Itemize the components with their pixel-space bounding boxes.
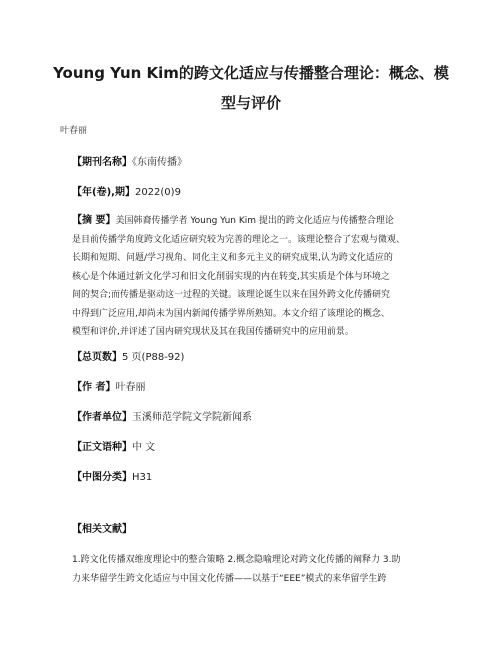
- year-issue-value: 2022(0)9: [134, 187, 181, 198]
- abstract-line: 长期和短期、问题/学习视角、同化主义和多元主义的研究成果,认为跨文化适应的: [72, 253, 393, 263]
- pages-label: 【总页数】: [72, 352, 122, 363]
- title-line-2: 型与评价: [220, 94, 281, 112]
- abstract-line: 间的契合;而传播是驱动这一过程的关键。该理论诞生以来在国外跨文化传播研究: [72, 290, 391, 300]
- language-value: 中 文: [132, 442, 156, 453]
- affiliation-value: 玉溪师范学院文学院新闻系: [132, 412, 252, 423]
- related-heading: [72, 520, 132, 535]
- journal-value: 《东南传播》: [132, 157, 187, 168]
- abstract-line: 核心是个体通过新文化学习和旧文化削弱实现的内在转变,其实质是个体与环境之: [72, 271, 390, 282]
- abstract-block: [72, 212, 405, 342]
- title-line-1: Young Yun Kim的跨文化适应与传播整合理论：概念、模: [53, 64, 449, 82]
- abstract-text: 美国韩裔传播学者 Young Yun Kim 提出的跨文化适应与传播整合理论: [115, 216, 394, 226]
- language-label: 【正文语种】: [72, 442, 132, 453]
- authors-value: 叶春丽: [115, 382, 146, 393]
- related-line: 1.跨文化传播双维度理论中的整合策略 2.概念隐喻理论对跨文化传播的阐释力 3.助: [72, 555, 401, 565]
- year-issue-label: 【年(卷),期】: [72, 187, 135, 198]
- affiliation-label: 【作者单位】: [72, 412, 132, 423]
- abstract-line: 模型和评价,并评述了国内研究现状及其在我国传播研究中的应用前景。: [72, 327, 354, 337]
- classification-label: 【中图分类】: [72, 472, 132, 483]
- affiliation-field: [72, 408, 252, 423]
- related-line: 力来华留学生跨文化适应与中国文化传播——以基于“EEE”模式的来华留学生跨: [72, 573, 387, 584]
- language-field: [72, 438, 155, 453]
- abstract-line: 是目前传播学角度跨文化适应研究较为完善的理论之一。该理论整合了宏观与微观、: [72, 234, 406, 245]
- abstract-label: 【摘 要】: [72, 215, 116, 226]
- author-name: 叶春丽: [60, 126, 88, 136]
- abstract-line: [72, 212, 405, 231]
- related-list: [72, 551, 401, 588]
- pages-value: 5 页(P88-92): [122, 352, 185, 363]
- abstract-line: 中得到广泛应用,却尚未为国内新闻传播学界所熟知。本文介绍了该理论的概念、: [72, 308, 390, 319]
- pages-field: [72, 348, 184, 363]
- document-title: [40, 58, 462, 118]
- authors-field: [72, 378, 145, 393]
- year-issue-field: [72, 183, 181, 198]
- classification-field: [72, 468, 152, 483]
- related-label: 【相关文献】: [72, 524, 132, 535]
- authors-label: 【作 者】: [72, 382, 116, 393]
- classification-value: H31: [132, 472, 153, 483]
- journal-field: [72, 153, 187, 168]
- journal-label: 【期刊名称】: [72, 157, 132, 168]
